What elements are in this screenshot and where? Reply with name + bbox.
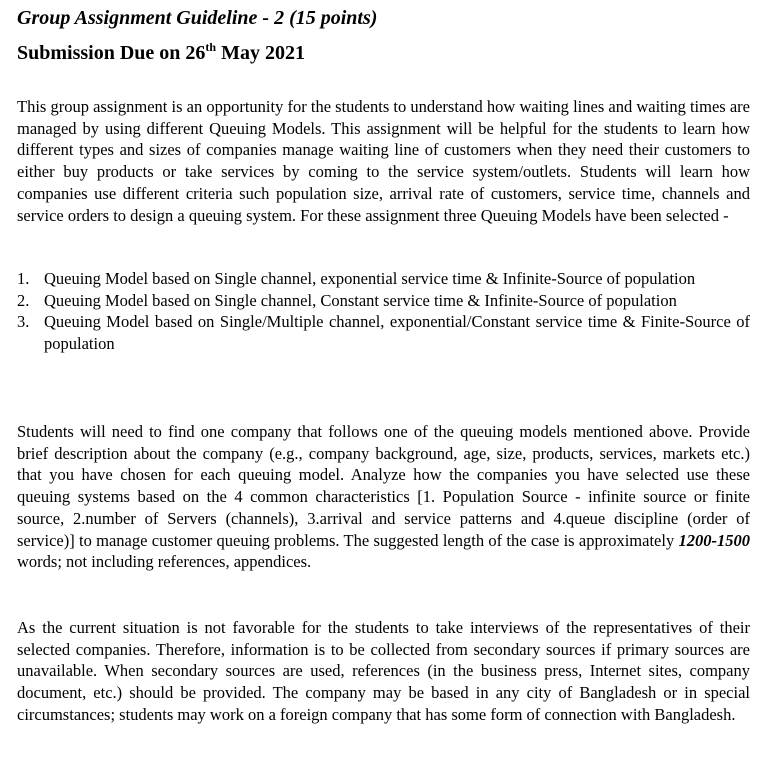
queuing-models-list — [17, 268, 750, 355]
task-paragraph — [17, 421, 750, 573]
due-prefix: Submission Due on 26 — [17, 42, 206, 64]
task-text-after: words; not including references, appendices. — [17, 552, 312, 572]
list-item-number: 3. — [17, 312, 30, 332]
list-item-text: Queuing Model based on Single channel, Constant service time & Infinite-Source of population — [44, 290, 677, 310]
word-range: 1200-1500 — [678, 530, 750, 550]
sources-paragraph: As the current situation is not favorable for the students to take interviews of the representatives of their selected companies. Therefore, information is to be collected from secondary sources if primary sources are unavailable. When secondary sources are used, references (in the business press, Internet sites, company document, etc.) should be provided. The company may be based in any city of Bangladesh or in special circumstances; students may work on a foreign company that has some form of connection with Bangladesh. — [17, 618, 750, 724]
list-item-number: 2. — [17, 290, 30, 310]
due-suffix: May 2021 — [216, 42, 305, 64]
list-item — [17, 290, 750, 312]
assignment-title: Group Assignment Guideline - 2 (15 points) — [17, 7, 378, 29]
list-item-text: Queuing Model based on Single channel, exponential service time & Infinite-Source of population — [44, 269, 696, 288]
list-item — [17, 268, 750, 290]
intro-paragraph: This group assignment is an opportunity for the students to understand how waiting lines and waiting times are managed by using different Queuing Models. This assignment will be helpful for the students to learn how different types and sizes of companies manage waiting line of customers when they need their customers to either buy products or take services by coming to the service system/outlets. Students will learn how companies use different criteria such population size, arrival rate of customers, service time, channels and service orders to design a queuing system. For these assignment three Queuing Models have been selected - — [17, 97, 750, 225]
task-text-before: Students will need to find one company that follows one of the queuing models mentioned above. Provide brief description about the company (e.g., company background, age, size, products, services, markets etc.) that you have chosen for each queuing model. Analyze how the companies you have selected use these queuing systems based on the 4 common characteristics [1. Population Source - infinite source or finite source, 2.number of Servers (channels), 3.arrival and service patterns and 4.queue discipline (order of service)] to manage customer queuing problems. The suggested length of the case is approximately — [17, 422, 750, 550]
submission-due-date — [17, 41, 305, 65]
due-ordinal-suffix: th — [205, 40, 217, 54]
list-item — [17, 311, 750, 354]
list-item-number: 1. — [17, 269, 30, 288]
list-item-text: Queuing Model based on Single/Multiple channel, exponential/Constant service time & Finite-Source of population — [44, 312, 750, 354]
